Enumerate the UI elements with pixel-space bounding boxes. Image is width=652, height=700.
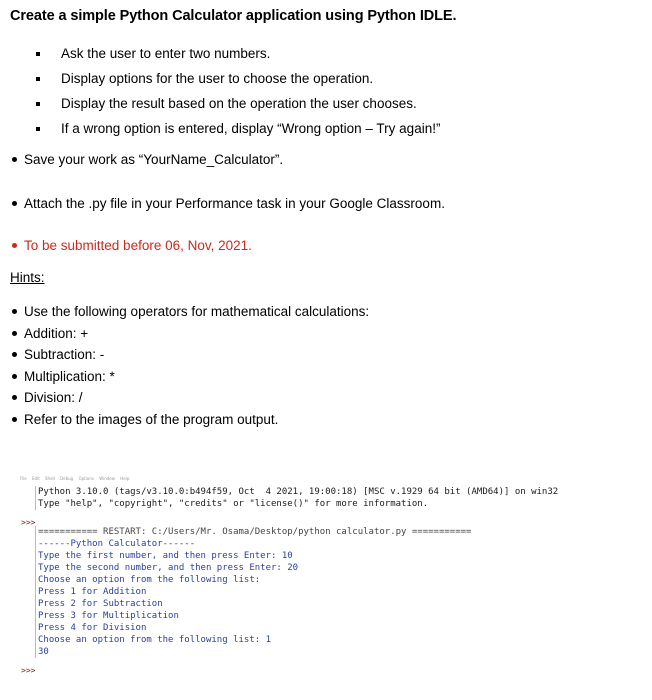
bullet-icon	[12, 201, 17, 206]
idle-output-line: Press 4 for Division	[38, 623, 147, 633]
shell-prompt: >>>	[21, 666, 36, 675]
menu-options: Options	[78, 476, 94, 481]
idle-output-line: Press 2 for Subtraction	[38, 599, 163, 609]
idle-run-block	[35, 526, 652, 658]
bullet-icon	[12, 352, 17, 357]
bullet-icon	[12, 243, 17, 248]
bullet-icon	[12, 417, 17, 422]
idle-header-line: Type "help", "copyright", "credits" or "license()" for more information.	[38, 499, 429, 509]
square-bullet-icon	[36, 77, 40, 81]
idle-restart-line: =========== RESTART: C:/Users/Mr. Osama/Desktop/python calculator.py ===========	[38, 527, 472, 537]
idle-prompt-gutter	[20, 486, 36, 691]
idle-shell-screenshot	[20, 476, 652, 691]
menu-help: Help	[120, 476, 130, 481]
menu-edit: Edit	[31, 476, 40, 481]
bullet-icon	[12, 395, 17, 400]
square-bullet-icon	[36, 52, 40, 56]
menu-file: File	[20, 476, 27, 481]
bullet-icon	[12, 331, 17, 336]
idle-menubar	[20, 476, 652, 486]
menu-window: Window	[99, 476, 115, 481]
idle-output-line: ------Python Calculator------	[38, 539, 196, 549]
idle-output-line: 30	[38, 647, 49, 657]
idle-output-line: Type the first number, and then press Enter: 10	[38, 551, 293, 561]
idle-output-line: Press 3 for Multiplication	[38, 611, 179, 621]
assignment-title: Create a simple Python Calculator application using Python IDLE.	[10, 8, 457, 24]
idle-output-line: Choose an option from the following list: 1	[38, 635, 271, 645]
idle-output-line: Choose an option from the following list:	[38, 575, 261, 585]
menu-debug: Debug	[60, 476, 74, 481]
idle-header-block	[35, 486, 652, 510]
idle-output-line: Type the second number, and then press Enter: 20	[38, 563, 299, 573]
shell-prompt: >>>	[21, 518, 36, 527]
square-bullet-icon	[36, 127, 40, 131]
hints-heading: Hints:	[10, 270, 45, 285]
idle-header-line: Python 3.10.0 (tags/v3.10.0:b494f59, Oct 4 2021, 19:00:18) [MSC v.1929 64 bit (AMD64)] on win32	[38, 487, 559, 497]
idle-output-line: Press 1 for Addition	[38, 587, 147, 597]
bullet-icon	[12, 309, 17, 314]
bullet-icon	[12, 157, 17, 162]
bullet-icon	[12, 374, 17, 379]
square-bullet-icon	[36, 102, 40, 106]
menu-shell: Shell	[45, 476, 55, 481]
